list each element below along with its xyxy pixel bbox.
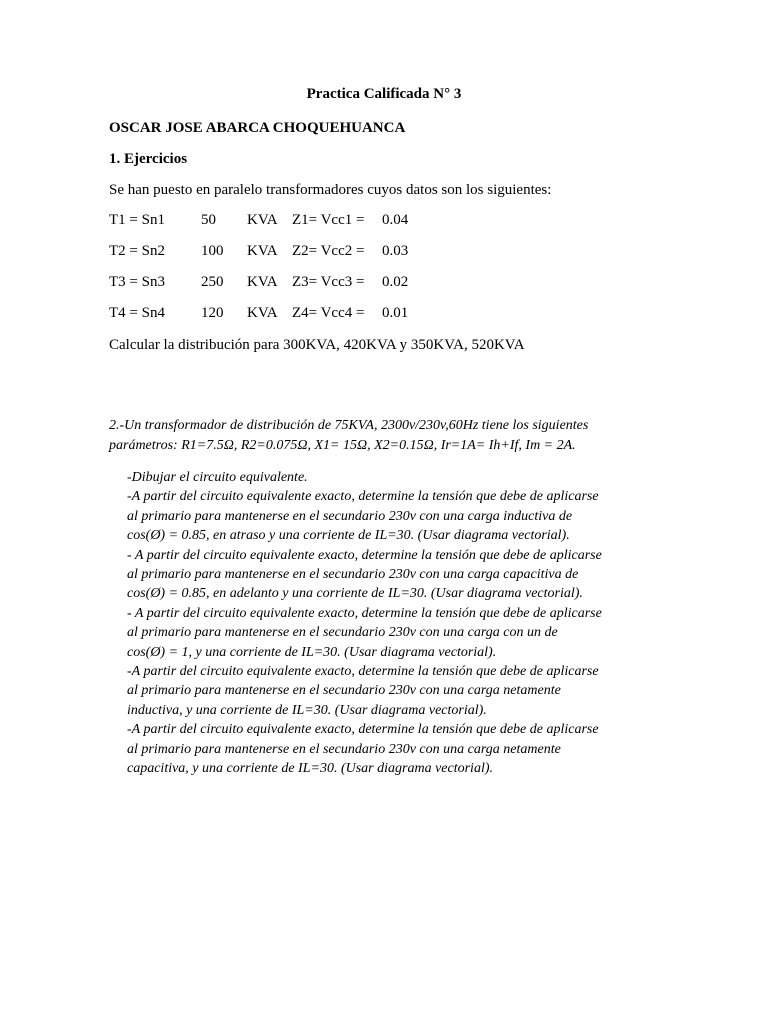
document-title: Practica Calificada N° 3 [306,86,462,102]
task-line: al primario para mantenerse en el secundario 230v con una carga inductiva de [127,508,573,524]
transformer-impedance: Z1= Vcc1 = [292,212,365,228]
task-line: - A partir del circuito equivalente exacto, determine la tensión que debe de aplicarse [127,547,602,563]
transformer-impedance: Z4= Vcc4 = [292,305,365,321]
transformer-value: 0.01 [382,305,409,321]
task-line: cos(Ø) = 1, y una corriente de IL=30. (Usar diagrama vectorial). [127,644,497,660]
transformer-power: 50 [201,212,216,228]
task-line: -A partir del circuito equivalente exacto, determine la tensión que debe de aplicarse [127,489,599,505]
transformer-name: T2 = Sn2 [109,243,165,259]
task-line: capacitiva, y una corriente de IL=30. (Usar diagrama vectorial). [127,761,493,776]
transformer-name: T3 = Sn3 [109,274,165,290]
transformer-power: 250 [201,274,224,290]
task-line: cos(Ø) = 0.85, en atraso y una corriente de IL=30. (Usar diagrama vectorial). [127,528,570,544]
task-line: cos(Ø) = 0.85, en adelanto y una corriente de IL=30. (Usar diagrama vectorial). [127,586,583,602]
problem2-line: parámetros: R1=7.5Ω, R2=0.075Ω, X1= 15Ω, X2=0.15Ω, Ir=1A= Ih+If, Im = 2A. [109,438,576,453]
author-name: OSCAR JOSE ABARCA CHOQUEHUANCA [109,120,406,136]
task-line: -A partir del circuito equivalente exacto, determine la tensión que debe de aplicarse [127,664,599,679]
transformer-impedance: Z3= Vcc3 = [292,274,365,290]
task-line: al primario para mantenerse en el secundario 230v con una carga con un de [127,625,558,641]
transformer-value: 0.03 [382,243,409,259]
task-line: al primario para mantenerse en el secundario 230v con una carga netamente [127,683,561,699]
problem2-line: 2.-Un transformador de distribución de 75KVA, 2300v/230v,60Hz tiene los siguientes [109,418,589,433]
transformer-name: T1 = Sn1 [109,212,165,228]
task-line: al primario para mantenerse en el secundario 230v con una carga capacitiva de [127,567,579,582]
transformer-impedance: Z2= Vcc2 = [292,243,365,259]
transformer-power: 120 [201,305,224,321]
task-line: al primario para mantenerse en el secundario 230v con una carga netamente [127,741,561,757]
transformer-unit: KVA [247,212,278,228]
task-line: -A partir del circuito equivalente exacto, determine la tensión que debe de aplicarse [127,722,599,738]
task-line: inductiva, y una corriente de IL=30. (Usar diagrama vectorial). [127,702,487,718]
task-line: - A partir del circuito equivalente exacto, determine la tensión que debe de aplicarse [127,605,602,621]
section-heading: 1. Ejercicios [109,151,188,167]
transformer-unit: KVA [247,274,278,290]
transformer-value: 0.04 [382,212,409,228]
intro-text: Se han puesto en paralelo transformadores cuyos datos son los siguientes: [109,182,552,198]
task-line: -Dibujar el circuito equivalente. [127,470,308,485]
transformer-name: T4 = Sn4 [109,305,165,321]
transformer-unit: KVA [247,305,278,321]
transformer-unit: KVA [247,243,278,259]
calculation-task: Calcular la distribución para 300KVA, 420KVA y 350KVA, 520KVA [109,337,525,353]
transformer-power: 100 [201,243,224,259]
transformer-value: 0.02 [382,274,409,290]
